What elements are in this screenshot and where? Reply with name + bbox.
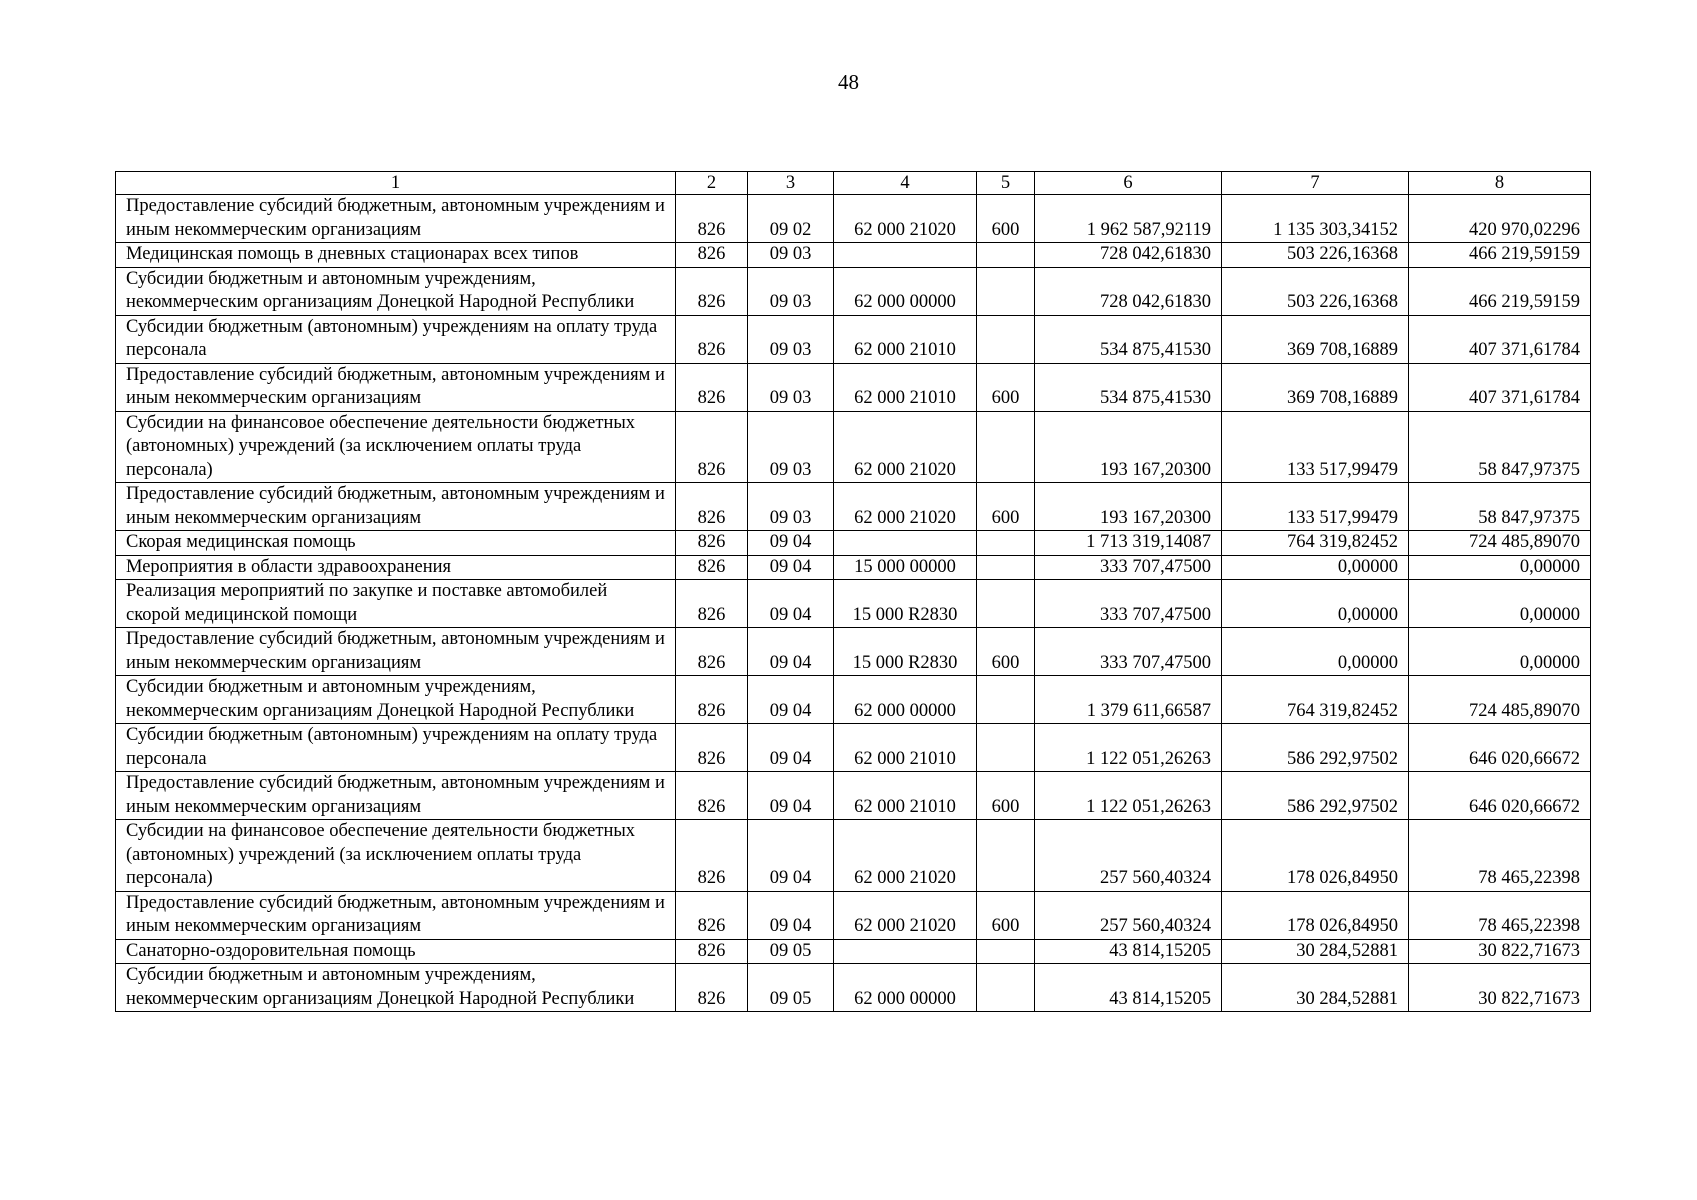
row-col4-cell: 62 000 21020 [834, 483, 977, 531]
table-row [116, 628, 1591, 676]
row-name-cell: Мероприятия в области здравоохранения [116, 555, 676, 580]
row-col5-cell: 600 [977, 195, 1035, 243]
row-col4-cell: 15 000 R2830 [834, 580, 977, 628]
table-row [116, 724, 1591, 772]
row-name-cell: Предоставление субсидий бюджетным, автономным учреждениям и иным некоммерческим организациям [116, 628, 676, 676]
row-col4-cell: 15 000 R2830 [834, 628, 977, 676]
row-col4-cell: 62 000 00000 [834, 676, 977, 724]
row-col2-cell: 826 [676, 411, 748, 483]
table-row [116, 939, 1591, 964]
row-col6-cell: 193 167,20300 [1035, 483, 1222, 531]
table-row [116, 580, 1591, 628]
row-col7-cell: 503 226,16368 [1222, 267, 1409, 315]
row-col5-cell: 600 [977, 628, 1035, 676]
row-col3-cell: 09 04 [748, 676, 834, 724]
row-col5-cell [977, 411, 1035, 483]
row-name-cell: Субсидии на финансовое обеспечение деятельности бюджетных (автономных) учреждений (за исключением оплаты труда персонала) [116, 411, 676, 483]
row-col8-cell: 0,00000 [1409, 555, 1591, 580]
row-col2-cell: 826 [676, 772, 748, 820]
row-col7-cell: 764 319,82452 [1222, 676, 1409, 724]
row-col3-cell: 09 03 [748, 411, 834, 483]
row-col5-cell: 600 [977, 891, 1035, 939]
row-col4-cell: 15 000 00000 [834, 555, 977, 580]
row-col3-cell: 09 03 [748, 267, 834, 315]
row-col8-cell: 0,00000 [1409, 580, 1591, 628]
row-col3-cell: 09 04 [748, 724, 834, 772]
row-col7-cell: 178 026,84950 [1222, 820, 1409, 892]
row-name-cell: Субсидии бюджетным (автономным) учреждениям на оплату труда персонала [116, 315, 676, 363]
table-row [116, 531, 1591, 556]
row-col8-cell: 724 485,89070 [1409, 676, 1591, 724]
row-col3-cell: 09 04 [748, 891, 834, 939]
table-body [116, 195, 1591, 1012]
row-col6-cell: 728 042,61830 [1035, 243, 1222, 268]
column-header: 3 [748, 172, 834, 195]
row-col8-cell: 30 822,71673 [1409, 964, 1591, 1012]
row-col2-cell: 826 [676, 315, 748, 363]
row-col5-cell: 600 [977, 772, 1035, 820]
table-row [116, 411, 1591, 483]
row-col3-cell: 09 03 [748, 243, 834, 268]
row-col5-cell [977, 531, 1035, 556]
row-col7-cell: 30 284,52881 [1222, 964, 1409, 1012]
row-col7-cell: 369 708,16889 [1222, 363, 1409, 411]
row-col5-cell [977, 315, 1035, 363]
row-col4-cell: 62 000 21010 [834, 363, 977, 411]
row-col8-cell: 646 020,66672 [1409, 724, 1591, 772]
budget-table [115, 171, 1591, 1012]
row-name-cell: Санаторно-оздоровительная помощь [116, 939, 676, 964]
column-header: 5 [977, 172, 1035, 195]
row-col7-cell: 503 226,16368 [1222, 243, 1409, 268]
row-col2-cell: 826 [676, 628, 748, 676]
row-col2-cell: 826 [676, 820, 748, 892]
row-col2-cell: 826 [676, 939, 748, 964]
row-col6-cell: 257 560,40324 [1035, 820, 1222, 892]
row-col6-cell: 1 962 587,92119 [1035, 195, 1222, 243]
row-col6-cell: 534 875,41530 [1035, 363, 1222, 411]
row-col6-cell: 333 707,47500 [1035, 555, 1222, 580]
row-col5-cell [977, 676, 1035, 724]
page-number: 48 [838, 70, 859, 94]
row-col7-cell: 0,00000 [1222, 580, 1409, 628]
row-col6-cell: 43 814,15205 [1035, 939, 1222, 964]
row-name-cell: Скорая медицинская помощь [116, 531, 676, 556]
row-name-cell: Субсидии бюджетным и автономным учреждениям, некоммерческим организациям Донецкой Народной Республики [116, 267, 676, 315]
row-name-cell: Субсидии бюджетным и автономным учреждениям, некоммерческим организациям Донецкой Народной Республики [116, 964, 676, 1012]
table-row [116, 195, 1591, 243]
row-col6-cell: 1 379 611,66587 [1035, 676, 1222, 724]
row-col7-cell: 0,00000 [1222, 628, 1409, 676]
row-col8-cell: 58 847,97375 [1409, 411, 1591, 483]
row-col3-cell: 09 02 [748, 195, 834, 243]
table-row [116, 363, 1591, 411]
row-col2-cell: 826 [676, 483, 748, 531]
row-name-cell: Субсидии бюджетным (автономным) учреждениям на оплату труда персонала [116, 724, 676, 772]
row-name-cell: Предоставление субсидий бюджетным, автономным учреждениям и иным некоммерческим организациям [116, 772, 676, 820]
row-col2-cell: 826 [676, 580, 748, 628]
row-col2-cell: 826 [676, 555, 748, 580]
row-col4-cell: 62 000 21020 [834, 820, 977, 892]
column-header: 8 [1409, 172, 1591, 195]
row-col2-cell: 826 [676, 531, 748, 556]
row-name-cell: Предоставление субсидий бюджетным, автономным учреждениям и иным некоммерческим организациям [116, 363, 676, 411]
row-col3-cell: 09 04 [748, 531, 834, 556]
row-col6-cell: 728 042,61830 [1035, 267, 1222, 315]
row-col6-cell: 257 560,40324 [1035, 891, 1222, 939]
row-col8-cell: 30 822,71673 [1409, 939, 1591, 964]
table-row [116, 267, 1591, 315]
row-col3-cell: 09 05 [748, 964, 834, 1012]
table-row [116, 243, 1591, 268]
row-col8-cell: 407 371,61784 [1409, 363, 1591, 411]
row-col2-cell: 826 [676, 267, 748, 315]
table-row [116, 891, 1591, 939]
row-col3-cell: 09 04 [748, 628, 834, 676]
column-header: 2 [676, 172, 748, 195]
row-col4-cell: 62 000 21010 [834, 772, 977, 820]
row-col5-cell [977, 580, 1035, 628]
row-col4-cell: 62 000 00000 [834, 267, 977, 315]
row-col4-cell [834, 243, 977, 268]
header-row [116, 172, 1591, 195]
row-col8-cell: 78 465,22398 [1409, 891, 1591, 939]
row-col2-cell: 826 [676, 243, 748, 268]
row-col3-cell: 09 03 [748, 363, 834, 411]
row-col5-cell [977, 724, 1035, 772]
row-name-cell: Субсидии на финансовое обеспечение деятельности бюджетных (автономных) учреждений (за исключением оплаты труда персонала) [116, 820, 676, 892]
column-header: 7 [1222, 172, 1409, 195]
table-row [116, 772, 1591, 820]
table-row [116, 315, 1591, 363]
row-col3-cell: 09 03 [748, 315, 834, 363]
row-col5-cell: 600 [977, 483, 1035, 531]
row-name-cell: Реализация мероприятий по закупке и поставке автомобилей скорой медицинской помощи [116, 580, 676, 628]
row-col5-cell [977, 820, 1035, 892]
row-col7-cell: 764 319,82452 [1222, 531, 1409, 556]
row-col2-cell: 826 [676, 891, 748, 939]
row-col7-cell: 586 292,97502 [1222, 772, 1409, 820]
row-col8-cell: 407 371,61784 [1409, 315, 1591, 363]
column-header: 6 [1035, 172, 1222, 195]
row-col8-cell: 58 847,97375 [1409, 483, 1591, 531]
row-col6-cell: 1 122 051,26263 [1035, 772, 1222, 820]
row-col4-cell: 62 000 21010 [834, 315, 977, 363]
row-col3-cell: 09 05 [748, 939, 834, 964]
row-col7-cell: 369 708,16889 [1222, 315, 1409, 363]
row-col8-cell: 466 219,59159 [1409, 243, 1591, 268]
row-col2-cell: 826 [676, 676, 748, 724]
row-col5-cell: 600 [977, 363, 1035, 411]
row-col6-cell: 333 707,47500 [1035, 580, 1222, 628]
row-name-cell: Предоставление субсидий бюджетным, автономным учреждениям и иным некоммерческим организациям [116, 891, 676, 939]
row-col7-cell: 30 284,52881 [1222, 939, 1409, 964]
column-header: 4 [834, 172, 977, 195]
row-col4-cell: 62 000 21020 [834, 891, 977, 939]
row-col6-cell: 1 122 051,26263 [1035, 724, 1222, 772]
row-col7-cell: 133 517,99479 [1222, 483, 1409, 531]
table-row [116, 964, 1591, 1012]
row-col6-cell: 534 875,41530 [1035, 315, 1222, 363]
row-col2-cell: 826 [676, 363, 748, 411]
row-col6-cell: 333 707,47500 [1035, 628, 1222, 676]
row-col8-cell: 0,00000 [1409, 628, 1591, 676]
row-col6-cell: 1 713 319,14087 [1035, 531, 1222, 556]
row-col3-cell: 09 04 [748, 580, 834, 628]
row-col3-cell: 09 04 [748, 555, 834, 580]
row-col3-cell: 09 03 [748, 483, 834, 531]
row-col4-cell: 62 000 21010 [834, 724, 977, 772]
row-col4-cell [834, 531, 977, 556]
row-col5-cell [977, 939, 1035, 964]
row-col3-cell: 09 04 [748, 820, 834, 892]
row-col8-cell: 646 020,66672 [1409, 772, 1591, 820]
row-col2-cell: 826 [676, 195, 748, 243]
row-col7-cell: 0,00000 [1222, 555, 1409, 580]
row-col8-cell: 420 970,02296 [1409, 195, 1591, 243]
row-col7-cell: 133 517,99479 [1222, 411, 1409, 483]
row-name-cell: Медицинская помощь в дневных стационарах всех типов [116, 243, 676, 268]
row-col2-cell: 826 [676, 724, 748, 772]
table-row [116, 676, 1591, 724]
row-col4-cell [834, 939, 977, 964]
row-col7-cell: 586 292,97502 [1222, 724, 1409, 772]
row-col5-cell [977, 964, 1035, 1012]
table-row [116, 483, 1591, 531]
row-col8-cell: 466 219,59159 [1409, 267, 1591, 315]
row-col5-cell [977, 555, 1035, 580]
row-col3-cell: 09 04 [748, 772, 834, 820]
row-name-cell: Предоставление субсидий бюджетным, автономным учреждениям и иным некоммерческим организациям [116, 483, 676, 531]
row-col8-cell: 724 485,89070 [1409, 531, 1591, 556]
column-header: 1 [116, 172, 676, 195]
row-col8-cell: 78 465,22398 [1409, 820, 1591, 892]
row-col2-cell: 826 [676, 964, 748, 1012]
row-col7-cell: 1 135 303,34152 [1222, 195, 1409, 243]
table-row [116, 820, 1591, 892]
row-col5-cell [977, 267, 1035, 315]
row-col6-cell: 43 814,15205 [1035, 964, 1222, 1012]
row-col4-cell: 62 000 21020 [834, 195, 977, 243]
row-name-cell: Субсидии бюджетным и автономным учреждениям, некоммерческим организациям Донецкой Народной Республики [116, 676, 676, 724]
row-name-cell: Предоставление субсидий бюджетным, автономным учреждениям и иным некоммерческим организациям [116, 195, 676, 243]
row-col4-cell: 62 000 00000 [834, 964, 977, 1012]
table-row [116, 555, 1591, 580]
row-col7-cell: 178 026,84950 [1222, 891, 1409, 939]
row-col6-cell: 193 167,20300 [1035, 411, 1222, 483]
row-col5-cell [977, 243, 1035, 268]
row-col4-cell: 62 000 21020 [834, 411, 977, 483]
